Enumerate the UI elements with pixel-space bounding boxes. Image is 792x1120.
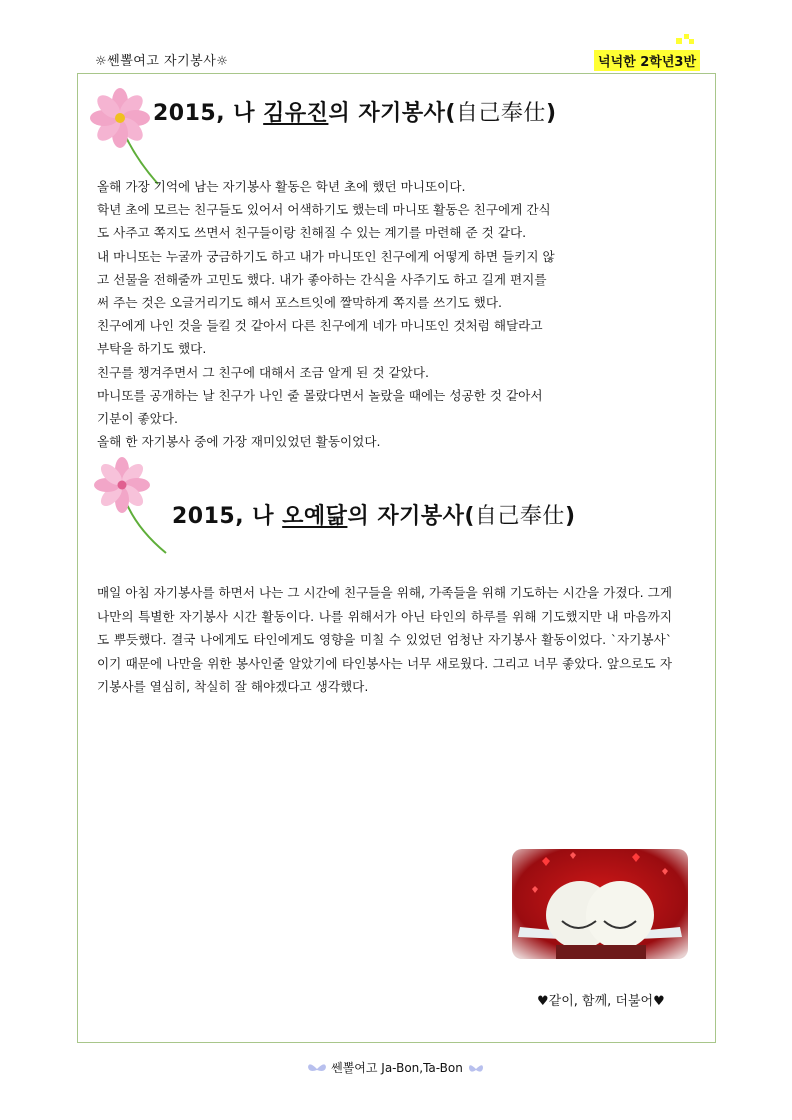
section2-body: 매일 아침 자기봉사를 하면서 나는 그 시간에 친구들을 위해, 가족들을 위해 기도하는 시간을 가졌다. 그게 나만의 특별한 자기봉사 시간 활동이다. 나를 위해서가 아닌 타인의 하루를 위해 기도했지만 내 마음까지도 뿌듯했다. 결국 나에게도 타인에게도 영향을 미칠 수 있었던 엄청난 자기봉사 활동이었다. `자기봉사` 이기 때문에 나만을 위한 봉사인줄 알았기에 타인봉사는 너무 새로웠다. 그리고 너무 좋았다. 앞으로도 자기봉사를 열심히, 착실히 잘 해야겠다고 생각했다. — [97, 585, 673, 695]
section2-title-name: 오예닮 — [282, 504, 348, 529]
motto-caption: ♥같이, 함께, 더불어♥ — [537, 994, 665, 1009]
section1-body: 올해 가장 기억에 남는 자기봉사 활동은 학년 초에 했던 마니또이다. 학년 초에 모르는 친구들도 있어서 어색하기도 했는데 마니또 활동은 친구에게 간식 도 사주고 쪽지도 쓰면서 친구들이랑 친해질 수 있는 계기를 마련해 준 것 같다. 내 마니또는 누굴까 궁금하기도 하고 내가 마니또인 친구에게 어떻게 하면 들키지 않 고 선물을 전해줄까 고민도 했다. 내가 좋아하는 간식을 사주기도 하고 길게 편지를 써 주는 것은 오글거리기도 해서 포스트잇에 짤막하게 쪽지를 쓰기도 했다. 친구에게 나인 것을 들킬 것 같아서 다른 친구에게 네가 마니또인 것처럼 해달라고 부탁을 하기도 했다. 친구를 챙겨주면서 그 친구에 대해서 조금 알게 된 것 같았다. 마니또를 공개하는 날 친구가 나인 줄 몰랐다면서 놀랐을 때에는 성공한 것 같아서 기분이 좋았다. 올해 한 자기봉사 중에 가장 재미있었던 활동이었다. — [97, 179, 555, 450]
section1-title-suffix: 의 자기봉사( — [328, 101, 456, 126]
sparkle-icon — [674, 32, 696, 46]
page-footer — [0, 1059, 792, 1077]
section2-title-close: ) — [564, 504, 576, 529]
butterfly-icon — [467, 1061, 485, 1077]
section1-title-name: 김유진 — [263, 101, 329, 126]
header-school-label: ☼쎈뽈여고 자기봉사☼ — [95, 54, 229, 69]
footer-text: 쎈뽈여고 Ja-Bon,Ta-Bon — [331, 1061, 463, 1075]
couple-illustration — [512, 849, 688, 959]
section2-title-hanja: 自己奉仕 — [474, 504, 565, 529]
header-class-text: 넉넉한 2학년3반 — [598, 55, 696, 70]
section2-title-suffix: 의 자기봉사( — [347, 504, 475, 529]
section1-title-hanja: 自己奉仕 — [455, 101, 546, 126]
section2-title-prefix: 2015, 나 — [172, 504, 283, 529]
section2-title — [172, 499, 576, 530]
header-class-label — [594, 50, 700, 71]
cosmos-flower-icon — [92, 455, 172, 555]
section1-title-prefix: 2015, 나 — [153, 101, 264, 126]
section1-title-close: ) — [545, 101, 557, 126]
butterfly-icon — [307, 1061, 327, 1077]
section1-title — [153, 96, 557, 127]
